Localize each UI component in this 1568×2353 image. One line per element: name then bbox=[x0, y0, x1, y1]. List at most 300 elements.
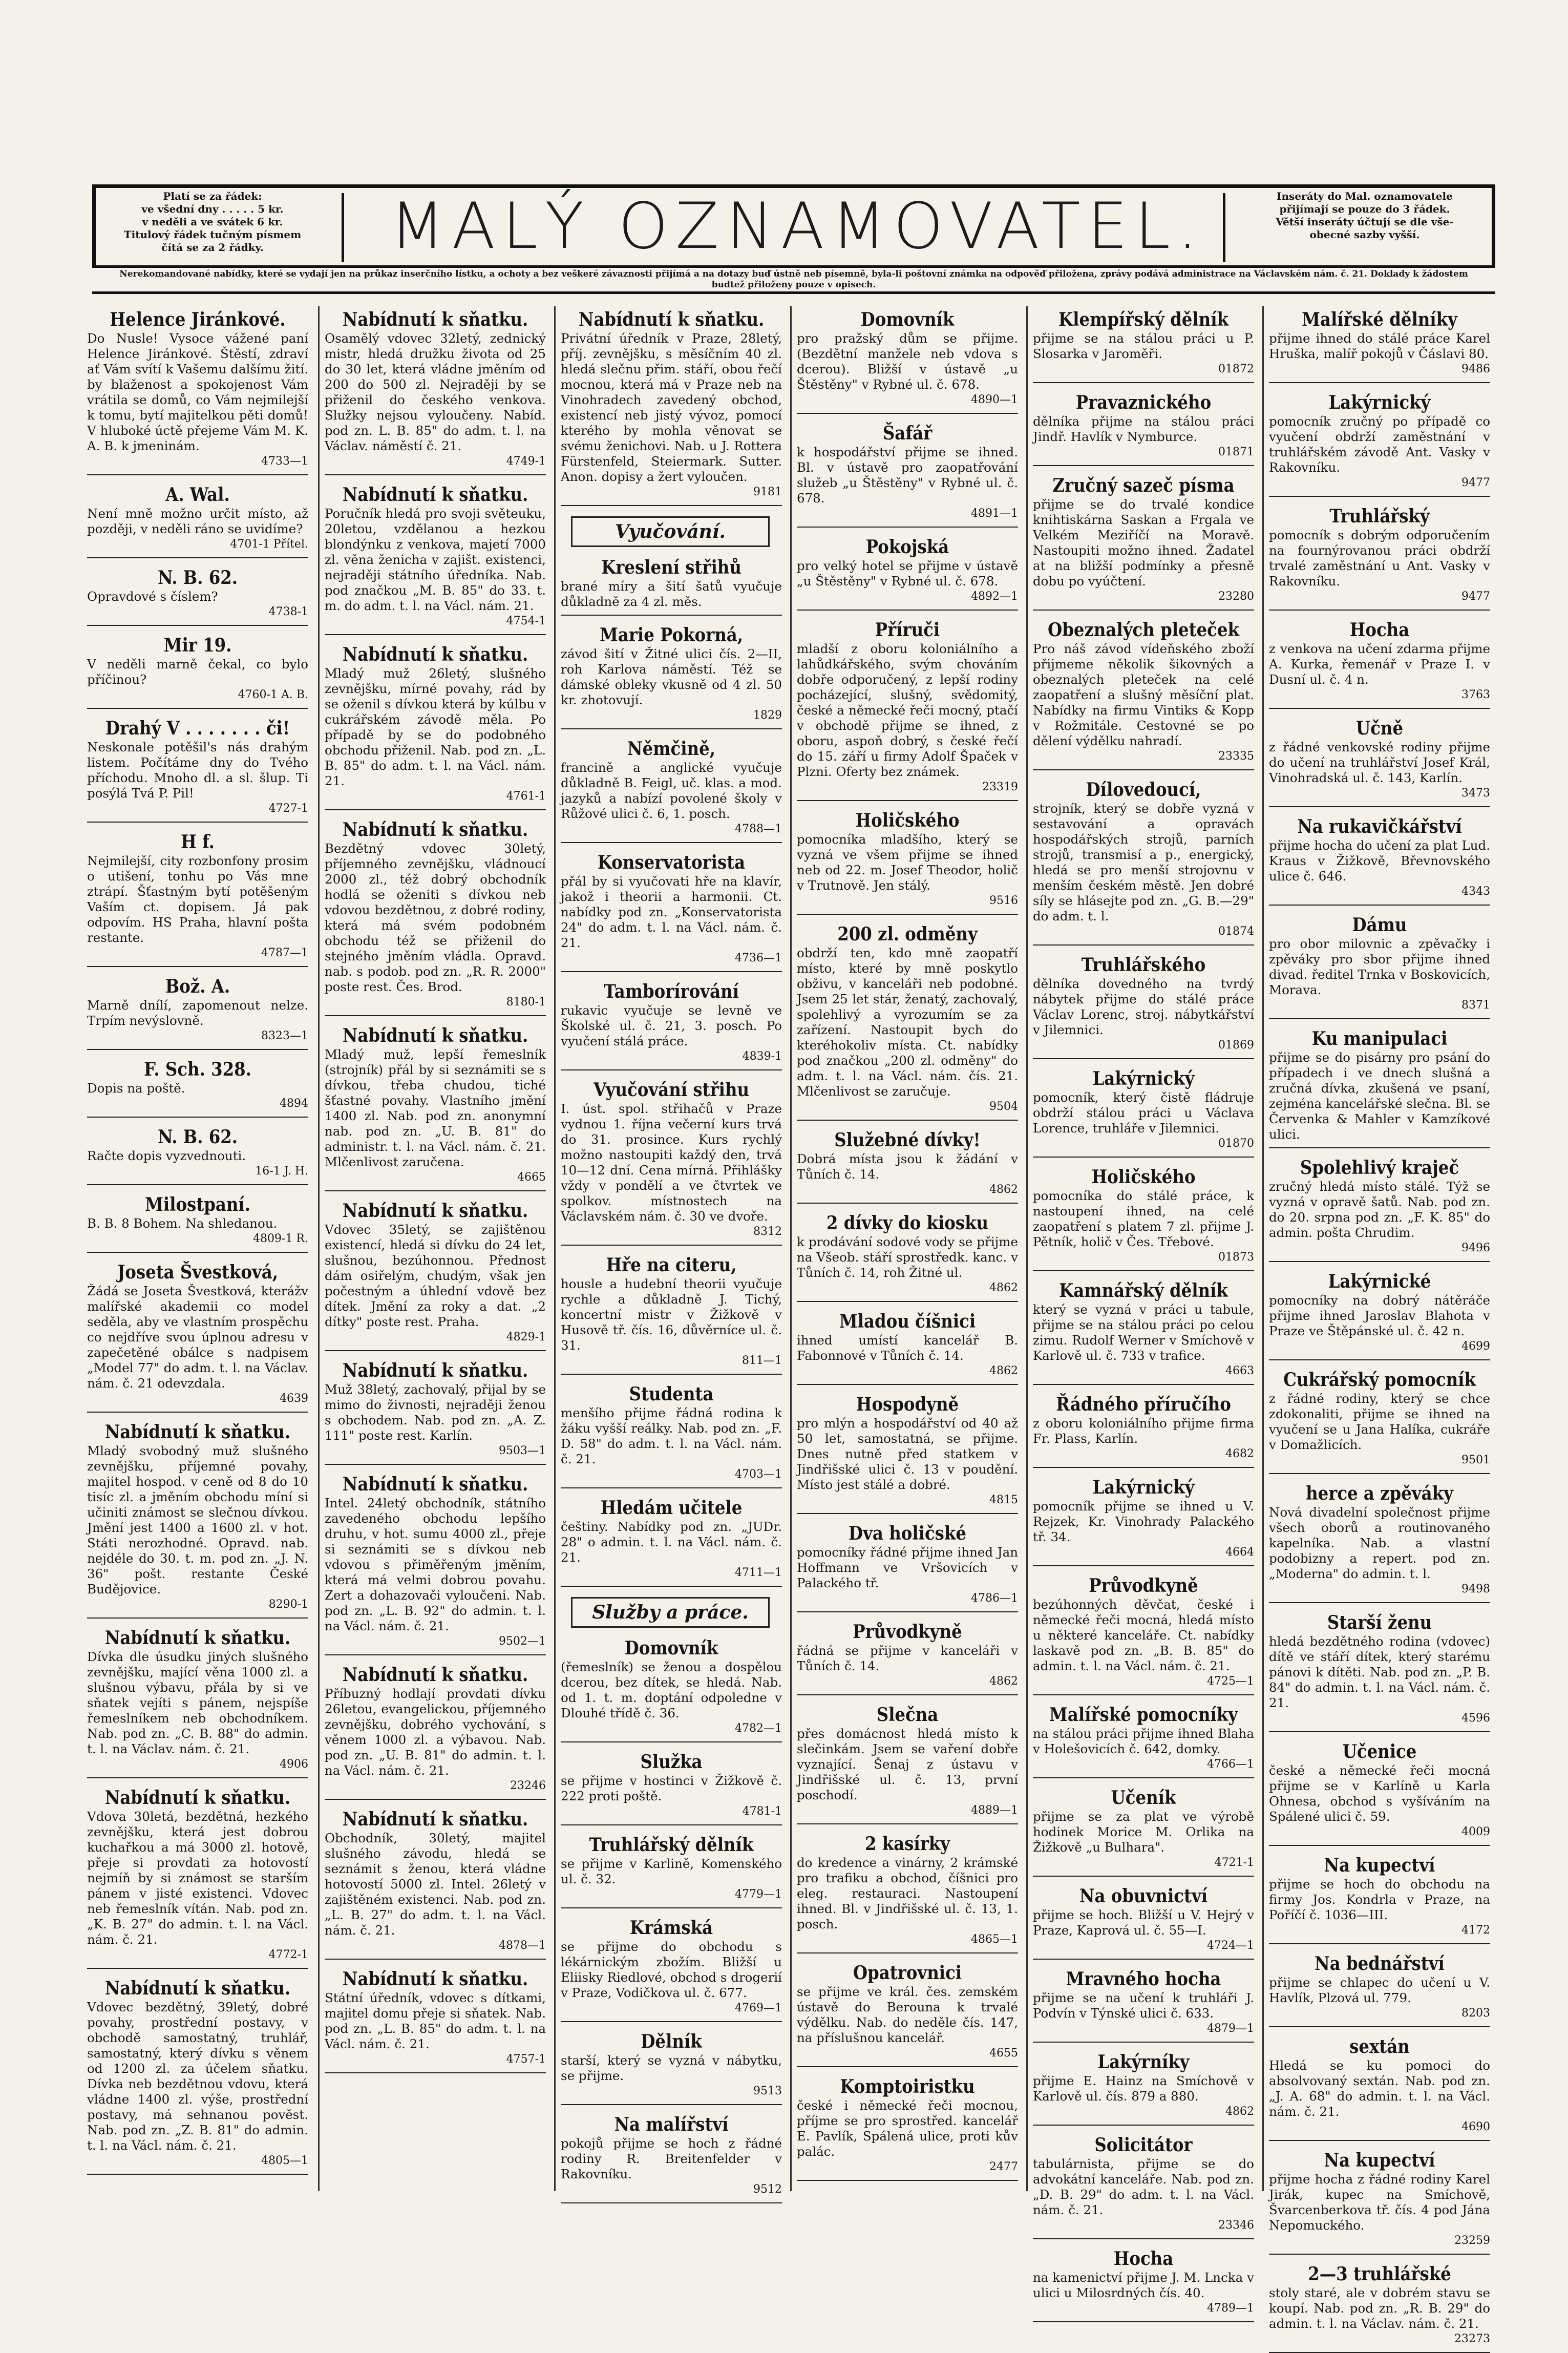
ad-divider bbox=[325, 474, 546, 475]
ad-divider bbox=[1269, 610, 1490, 611]
classified-ad bbox=[561, 2031, 782, 2105]
ad-code: 9477 bbox=[1461, 590, 1490, 603]
ad-text: přijme se na učení k truhláři J. Podvín v Týnské ulici č. 633. bbox=[1033, 1990, 1254, 2021]
ad-text: k hospodářství přijme se ihned. Bl. v ústavě pro zaopatřování služeb „u Štěstěny" v Rybné ul. č. 678. bbox=[797, 445, 1018, 506]
ad-code: 23280 bbox=[1218, 590, 1254, 603]
ad-title: Lakýrnický bbox=[1328, 392, 1431, 413]
ad-code: 01872 bbox=[1218, 363, 1254, 375]
classified-ad bbox=[87, 1788, 308, 1969]
ad-code: 4596 bbox=[1461, 1712, 1490, 1725]
ad-text: Do Nusle! Vysoce vážené paní Helence Jiránkové. Štěstí, zdraví ať Vám svítí k Vašemu dalšímu žití. by blaženost a spokojenost Vám vrátila se domů, co Vám nejmilejší k tomu, bytí majitelkou pěti domů! V hluboké úctě přejeme Vám M. K. A. B. k jmeninám. bbox=[87, 331, 308, 453]
ad-divider bbox=[1033, 769, 1254, 770]
ad-title: Nabídnutí k sňatku. bbox=[342, 1474, 528, 1495]
ad-title: Lakýrnický bbox=[1092, 1477, 1195, 1498]
ad-text: češtiny. Nabídky pod zn. „JUDr. 28" o admin. t. l. na Václ. nám. č. 21. bbox=[561, 1519, 782, 1565]
ad-text: Dobrá místa jsou k žádání v Tůních č. 14. bbox=[797, 1151, 1018, 1182]
classified-ad bbox=[87, 1194, 308, 1253]
classified-ad bbox=[1269, 2264, 1490, 2353]
ad-divider bbox=[87, 1117, 308, 1118]
ad-divider bbox=[561, 1824, 782, 1825]
ad-title: Dílovedoucí, bbox=[1086, 779, 1201, 801]
classified-ad bbox=[1269, 1370, 1490, 1474]
ad-code: 4789—1 bbox=[1207, 2302, 1254, 2315]
masthead bbox=[92, 184, 1495, 266]
ad-code: 4738-1 bbox=[268, 605, 308, 618]
ad-text: přes domácnost hledá místo k slečinkám. Jsem se vaření dobře vyznající. Šenaj z ústavu v Jindřišské ul. č. 13, první poschodí. bbox=[797, 1726, 1018, 1802]
ad-text: přijme ihned do stálé práce Karel Hruška, malíř pokojů v Čáslavi 80. bbox=[1269, 331, 1490, 361]
ad-column bbox=[554, 306, 785, 2196]
ad-divider bbox=[797, 2180, 1018, 2181]
ad-divider bbox=[561, 2202, 782, 2203]
classified-ad bbox=[1033, 1394, 1254, 1468]
classified-ad bbox=[87, 832, 308, 967]
ad-divider bbox=[1033, 1270, 1254, 1271]
classified-ad bbox=[797, 1311, 1018, 1385]
classified-ad bbox=[561, 557, 782, 616]
ad-text: starší, který se vyzná v nábytku, se přijme. bbox=[561, 2053, 782, 2083]
pricing-line: v neděli a ve svátek 6 kr. bbox=[142, 216, 283, 228]
ad-title: Lakýrnický bbox=[1092, 1068, 1195, 1089]
ad-text: přijme se na stálou práci u P. Slosarka v Jaroměři. bbox=[1033, 331, 1254, 361]
classified-ad bbox=[797, 620, 1018, 801]
ad-text: pomocníka mladšího, který se vyzná ve všem přijme se ihned neb od 22. m. Josef Theodor, holič v Trutnově. Jen stálý. bbox=[797, 832, 1018, 893]
ad-column bbox=[790, 306, 1021, 2191]
classified-ad bbox=[87, 1262, 308, 1413]
ad-title: Průvodkyně bbox=[853, 1621, 962, 1643]
classified-ad bbox=[1269, 1612, 1490, 1732]
ad-divider bbox=[1269, 1359, 1490, 1360]
ad-divider bbox=[1033, 1058, 1254, 1059]
ad-text: Bezdětný vdovec 30letý, příjemného zevnějšku, vládnoucí 2000 zl., též dobrý obchodník hodlá se oženiti s dívkou neb vdovou bezdětnou, z dobré rodiny, která má svém podobném obchodu též se přiženil do stejného jměním vládla. Opravd. nab. s podob. pod zn. „R. R. 2000" poste rest. Čes. Brod. bbox=[325, 841, 546, 994]
classified-ad bbox=[1033, 309, 1254, 383]
ad-title: Nabídnutí k sňatku. bbox=[342, 1809, 528, 1830]
ad-code: 4639 bbox=[280, 1392, 308, 1405]
ad-text: řádná se přijme v kanceláři v Tůních č. 14. bbox=[797, 1643, 1018, 1673]
classified-ad bbox=[1033, 1477, 1254, 1566]
ad-title: N. B. 62. bbox=[157, 567, 238, 589]
ad-text: Žádá se Joseta Švestková, kterážv malířské akademii co model seděla, aby ve vlastním prospěchu co nejdříve svou úplnou adresu v zapečetěné obálce s nadpisem „Model 77" do adm. t. l. na Václav. nám. č. 21 odevzdala. bbox=[87, 1284, 308, 1391]
ad-title: N. B. 62. bbox=[157, 1126, 238, 1148]
ad-text: přijme se do pisárny pro psání do případech i ve dnech slušná a zručná dívka, zkušená ve psaní, zejména kancelářské slečna. Bl. se Červenka & Mahler v Kamzíkové ulici. bbox=[1269, 1050, 1490, 1142]
ad-code: 4787—1 bbox=[261, 947, 308, 959]
ad-divider bbox=[1269, 2254, 1490, 2255]
ad-title: Marie Pokorná, bbox=[599, 624, 744, 646]
ad-code: 4779—1 bbox=[735, 1888, 782, 1901]
ad-code: 4749-1 bbox=[506, 455, 546, 468]
ad-title: Joseta Švestková, bbox=[117, 1262, 279, 1283]
ad-text: přijme se za plat ve výrobě hodinek Morice M. Orlika na Žižkově „u Bulhara". bbox=[1033, 1809, 1254, 1855]
ad-code: 4829-1 bbox=[506, 1331, 546, 1343]
classified-ad bbox=[797, 1523, 1018, 1612]
ad-title: Nabídnutí k sňatku. bbox=[104, 1421, 291, 1443]
ad-divider bbox=[797, 1301, 1018, 1302]
ad-text: pomocník přijme se ihned u V. Rejzek, Kr. Vinohrady Palackého tř. 34. bbox=[1033, 1499, 1254, 1544]
ad-title: Holičského bbox=[1091, 1166, 1196, 1188]
ad-column bbox=[1262, 306, 1493, 2345]
ad-divider bbox=[1269, 2026, 1490, 2027]
ad-title: Opatrovnici bbox=[853, 1962, 962, 1984]
ad-code: 4890—1 bbox=[971, 393, 1018, 406]
ad-divider bbox=[87, 1968, 308, 1969]
ad-title: Nabídnutí k sňatku. bbox=[342, 1664, 528, 1686]
ad-code: 4772-1 bbox=[268, 1948, 308, 1961]
classified-ad bbox=[561, 1080, 782, 1246]
ad-title: Tamborírování bbox=[604, 981, 739, 1002]
ad-title: Kreslení střihů bbox=[601, 557, 741, 578]
ad-text: pomocníka do stálé práce, k nastoupení ihned, na celé zaopatření s platem 7 zl. přijme J. Pětník, holič v Čes. Třebové. bbox=[1033, 1188, 1254, 1249]
ad-divider bbox=[87, 1412, 308, 1413]
ad-title: Na kupectví bbox=[1324, 1855, 1435, 1876]
ad-divider bbox=[1033, 2238, 1254, 2239]
ad-code: 4727-1 bbox=[268, 802, 308, 815]
ad-title: Komptoiristku bbox=[840, 2076, 975, 2097]
ad-divider bbox=[797, 914, 1018, 915]
ad-divider bbox=[325, 2072, 546, 2073]
ad-text: Poručník hledá pro svoji světeuku, 20letou, vzdělanou a hezkou blondýnku z venkova, majetí 7000 zl. věna ženicha v zajišt. existenci, nejraději státního úředníka. Nab. pod značkou „M. B. 85" do 33. t. m. do adm. t. l. na Václ. nám. 21. bbox=[325, 506, 546, 613]
ad-divider bbox=[325, 809, 546, 810]
rules-line: Větší inseráty účtují se dle vše- bbox=[1276, 216, 1454, 228]
ad-code: 2477 bbox=[989, 2160, 1018, 2173]
ad-code: 01874 bbox=[1218, 925, 1254, 938]
ad-text: hledá bezdětného rodina (vdovec) dítě ve stáří dítek, který starému pánovi k dítěti. Nab. pod zn. „P. B. 84" do admin. t. l. na Václ. nám. č. 21. bbox=[1269, 1634, 1490, 1710]
ad-divider bbox=[561, 1741, 782, 1742]
ad-text: tabulárnista, přijme se do advokátní kanceláře. Nab. pod zn. „D. B. 29" do adm. t. l. na Václ. nám. č. 21. bbox=[1033, 2156, 1254, 2217]
classified-ad bbox=[325, 1025, 546, 1191]
ad-text: obdrží ten, kdo mně zaopatří místo, které by mně poskytlo obživu, v kanceláři neb podobné. Jsem 25 let stár, ženatý, zachovalý, spolehlivý a vyrozumím se za zařízení. Nastoupit bych do kteréhokoliv místa. Ct. nabídky pod značkou „200 zl. odměny" do adm. t. l. na Václ. nám. čís. 21. Mlčenlivost se zaručuje. bbox=[797, 946, 1018, 1099]
ad-divider bbox=[561, 1069, 782, 1070]
classified-ad bbox=[325, 1360, 546, 1465]
ad-text: pomocník, který čistě fládruje obdrží stálou práci u Václava Lorence, truhláře v Jilemnici. bbox=[1033, 1090, 1254, 1136]
ad-title: Nabídnutí k sňatku. bbox=[104, 1978, 291, 1999]
ad-divider bbox=[561, 728, 782, 729]
ad-title: Obeznalých pleteček bbox=[1048, 619, 1239, 641]
ad-divider bbox=[87, 708, 308, 709]
ad-divider bbox=[1033, 1694, 1254, 1695]
ad-divider bbox=[797, 1611, 1018, 1612]
ad-code: 4721-1 bbox=[1214, 1856, 1254, 1869]
ad-text: mladší z oboru koloniálního a lahůdkářského, svým chováním dobře odporučený, z lepší rodiny pocházející, slušný, svědomitý, české a německé řeči mocný, ptačí v obchodě přijme se ihned, z oboru, aspoň dobrý, s české řečí do 15. září u firmy Adolf Špaček v Plzni. Oferty bez známek. bbox=[797, 641, 1018, 779]
classified-ad bbox=[797, 1622, 1018, 1695]
ad-text: brané míry a šití šatů vyučuje důkladně za 4 zl. měs. bbox=[561, 579, 782, 609]
ad-text: Privátní úředník v Praze, 28letý, příj. zevnějšku, s měsíčním 40 zl. hledá slečnu přim. stáří, obou řečí mocnou, která má v Praze neb na Vinohradech zavedený obchod, existencí neb jistý vývoz, pomocí kterého by mohla věnovat se svému ženichovi. Nab. u J. Rottera Fürstenfeld, Steiermark. Sutter. Anon. dopisy a žert vyloučen. bbox=[561, 331, 782, 484]
classified-ad bbox=[87, 976, 308, 1050]
ad-code: 9477 bbox=[1461, 476, 1490, 489]
classified-ad bbox=[797, 537, 1018, 611]
ad-title: Pravaznického bbox=[1075, 392, 1212, 413]
ad-divider bbox=[561, 1907, 782, 1908]
ad-title: Cukrářský pomocník bbox=[1283, 1369, 1476, 1391]
classified-ad bbox=[797, 1834, 1018, 1953]
ad-title: Slečna bbox=[876, 1704, 939, 1726]
ad-code: 4865—1 bbox=[971, 1933, 1018, 1946]
ad-divider bbox=[1269, 1147, 1490, 1148]
pricing-line: čítá se za 2 řádky. bbox=[161, 241, 264, 254]
ad-code: 4805—1 bbox=[261, 2154, 308, 2167]
ad-divider bbox=[797, 1513, 1018, 1514]
pricing-box bbox=[100, 190, 325, 262]
classified-ad bbox=[325, 485, 546, 635]
ad-divider bbox=[87, 1777, 308, 1778]
ad-divider bbox=[797, 1120, 1018, 1121]
ad-divider bbox=[561, 1245, 782, 1246]
ad-text: pomocník s dobrým odporučením na fournýrovanou práci obdrží trvalé zaměstnání u Ant. Vasky v Rakovníku. bbox=[1269, 528, 1490, 589]
ad-code: 01871 bbox=[1218, 446, 1254, 458]
notice-bar: Nerekomandované nabídky, které se vydají jen na průkaz inserčního lístku, a ochoty a bez veškeré závaznosti přijímá a na dotazy buď ústně neb písemně, byla-li poštovní známka na odpověď přiložena, zprávy podává administrace na Václavském nám. č. 21. Doklady k žádostem budtež přiloženy pouze v opisech. bbox=[92, 265, 1495, 294]
ad-title: Drahý V . . . . . . . či! bbox=[105, 718, 290, 739]
ad-divider bbox=[1033, 1384, 1254, 1385]
classified-ad bbox=[1269, 1271, 1490, 1360]
ad-divider bbox=[1033, 1467, 1254, 1468]
ad-code: 4788—1 bbox=[735, 823, 782, 835]
ad-title: 200 zl. odměny bbox=[837, 923, 978, 945]
ad-title: Domovník bbox=[860, 309, 955, 330]
ad-code: 3763 bbox=[1461, 688, 1490, 701]
page-title: MALÝ OZNAMOVATEL. bbox=[390, 190, 1205, 263]
ad-title: herce a zpěváky bbox=[1306, 1483, 1453, 1504]
ad-title: Kamnářský dělník bbox=[1059, 1280, 1228, 1301]
ad-title: Nabídnutí k sňatku. bbox=[342, 309, 528, 330]
classified-ad bbox=[1033, 1788, 1254, 1877]
classified-ad bbox=[1033, 2135, 1254, 2239]
ad-divider bbox=[325, 1015, 546, 1016]
ad-text: Muž 38letý, zachovalý, přijal by se mimo do živnosti, nejraději ženou s obchodem. Nab. pod zn. „A. Z. 111" poste rest. Karlín. bbox=[325, 1382, 546, 1443]
classified-ad bbox=[797, 924, 1018, 1121]
ad-divider bbox=[87, 966, 308, 967]
ad-divider bbox=[1033, 2125, 1254, 2126]
ad-text: Nejmilejší, city rozbonfony prosim o utišení, tonhu po Vás mne ztrápí. Šťastným bytí potěšeným Vaším ct. dopisem. Já pak odpovím. HS Praha, hlavní pošta restante. bbox=[87, 853, 308, 945]
ad-text: české i německé řeči mocnou, příjme se pro sprostřed. kancelář E. Pavlík, Spálená ulice, proti kův palác. bbox=[797, 2098, 1018, 2159]
classified-ad bbox=[561, 625, 782, 729]
classified-ad bbox=[1033, 1167, 1254, 1271]
ad-code: 8203 bbox=[1461, 2007, 1490, 2020]
ad-code: 9504 bbox=[989, 1100, 1018, 1113]
ad-text: Obchodník, 30letý, majitel slušného závodu, hledá se seznámit s ženou, která vládne hotovostí 5000 zl. Intel. 26letý v zajištěném existenci. Nab. pod zn. „L. B. 27" do adm. t. l. na Václ. nám. č. 21. bbox=[325, 1831, 546, 1938]
ad-title: Klempířský dělník bbox=[1058, 309, 1228, 330]
ad-code: 4879—1 bbox=[1207, 2022, 1254, 2035]
ad-code: 9501 bbox=[1461, 1454, 1490, 1466]
classified-ad bbox=[1033, 2249, 1254, 2322]
ad-code: 4862 bbox=[989, 1183, 1018, 1196]
ad-code: 811—1 bbox=[742, 1354, 782, 1367]
ad-code: 4782—1 bbox=[735, 1722, 782, 1735]
ad-text: z oboru koloniálního přijme firma Fr. Plass, Karlín. bbox=[1033, 1416, 1254, 1446]
classified-ad bbox=[1269, 1741, 1490, 1846]
ad-code: 23319 bbox=[982, 781, 1018, 793]
ad-title: Holičského bbox=[855, 810, 960, 831]
ad-code: 23335 bbox=[1218, 750, 1254, 763]
ad-title: Nabídnutí k sňatku. bbox=[342, 1025, 528, 1046]
masthead-divider bbox=[342, 193, 344, 262]
ad-text: pro velký hotel se přijme v ústavě „u Štěstěny" v Rybné ul. č. 678. bbox=[797, 558, 1018, 589]
ad-divider bbox=[797, 1384, 1018, 1385]
ad-title: Hocha bbox=[1113, 2248, 1174, 2270]
ad-code: 9181 bbox=[753, 486, 782, 498]
ad-title: Mir 19. bbox=[163, 635, 232, 656]
ad-title: Nabídnutí k sňatku. bbox=[342, 644, 528, 665]
ad-code: 8290-1 bbox=[268, 1598, 308, 1611]
ad-text: Neskonale potěšil's nás drahým listem. Počítáme dny do Tvého příchodu. Mnoho dl. a sl. šlup. Ti posýlá Tvá P. Pil! bbox=[87, 740, 308, 801]
classified-ad bbox=[1269, 1855, 1490, 1944]
ad-text: k prodávání sodové vody se přijme na Všeob. stáří sprostředk. kanc. v Tůních č. 14, roh Žitné ul. bbox=[797, 1234, 1018, 1280]
ad-title: Nabídnutí k sňatku. bbox=[104, 1787, 291, 1809]
classified-ad bbox=[561, 1255, 782, 1375]
ad-divider bbox=[325, 1959, 546, 1960]
classified-ad bbox=[1269, 915, 1490, 1019]
ad-code: 4894 bbox=[280, 1097, 308, 1110]
classified-ad bbox=[87, 1978, 308, 2175]
classified-ad bbox=[797, 1705, 1018, 1824]
ad-title: Učenice bbox=[1342, 1741, 1417, 1762]
classified-ad bbox=[87, 1422, 308, 1619]
ad-divider bbox=[561, 615, 782, 616]
section-heading: Služby a práce. bbox=[571, 1597, 770, 1628]
ad-title: Průvodkyně bbox=[1089, 1575, 1198, 1596]
classified-ad bbox=[87, 718, 308, 823]
ad-code: 8371 bbox=[1461, 999, 1490, 1012]
ad-code: 4809-1 R. bbox=[253, 1232, 308, 1245]
ad-text: Osamělý vdovec 32letý, zednický mistr, hledá družku života od 25 do 30 let, která vládne jměním od 200 do 500 zl. Nejraději by se přiženil do českého venkova. Služky nejsou vyloučeny. Nabíd. pod zn. L. B. 85" do adm. t. l. na Václav. náměstí č. 21. bbox=[325, 331, 546, 453]
ad-title: Starší ženu bbox=[1327, 1612, 1432, 1633]
classified-ad bbox=[1033, 1575, 1254, 1695]
classified-ad bbox=[561, 739, 782, 843]
ad-text: Dopis na poště. bbox=[87, 1081, 185, 1096]
ad-text: pomocník zručný po případě co vyučení obdrží zaměstnání v truhlářském závodě Ant. Vasky v Rakovníku. bbox=[1269, 414, 1490, 475]
classified-ad bbox=[797, 810, 1018, 915]
classified-ad bbox=[797, 423, 1018, 528]
ad-text: I. úst. spol. střihačů v Praze vydnou 1. října večerní kurs trvá do 31. prosince. Kurs rychlý možno nastoupiti každý den, trvá 10—12 dní. Cena mírná. Přihlášky vždy v pondělí a ve čtvrtek ve spolkov. místnostech na Václavském nám. č. 30 ve dvoře. bbox=[561, 1101, 782, 1224]
insertion-rules-box bbox=[1242, 190, 1488, 262]
ad-text: bezúhonných děvčat, české i německé řeči mocná, hledá místo u některé kanceláře. Ct. nabídky laskavě pod zn. „B. B. 85" do admin. t. l. na Václ. nám. č. 21. bbox=[1033, 1597, 1254, 1673]
ad-text: strojník, který se dobře vyzná v sestavování a opravách hospodářských strojů, parních strojů, transmisí a p., energický, hledá se pro menší strojovnu v menším českém městě. Jen dobré síly se hlásejte pod zn. „G. B.—29" do adm. t. l. bbox=[1033, 801, 1254, 923]
ad-text: Vdovec bezdětný, 39letý, dobré povahy, prostřední postavy, v obchodě samostatný, truhlář, samostatný, který dívku s věnem od 1200 zl. za účelem sňatku. Dívka neb bezdětnou vdovu, která vládne 1400 zl. výše, prostřední postavy, má sehnanou pověst. Nab. pod zn. „Z. B. 81" do admin. t. l. na Václ. nám. č. 21. bbox=[87, 2000, 308, 2153]
ad-code: 3473 bbox=[1461, 787, 1490, 800]
ad-code: 8180-1 bbox=[506, 996, 546, 1009]
ad-text: z venkova na učení zdarma přijme A. Kurka, řemenář v Praze I. v Dusní ul. č. 4 n. bbox=[1269, 641, 1490, 687]
ad-text: Mladý svobodný muž slušného zevnějšku, příjemné povahy, majitel hospod. v ceně od 8 do 10 tisíc zl. a jměním obchodu míní si učiniti známost se slečnou dívkou. Jmění jest 1400 a 1600 zl. v hot. Státi nerozhodné. Opravd. nab. nejdéle do 30. t. m. pod zn. „J. N. 36" pošt. restante České Budějovice. bbox=[87, 1443, 308, 1596]
ad-divider bbox=[325, 1190, 546, 1191]
ad-text: z řádné rodiny, který se chce zdokonaliti, přijme se ihned na vyučení se u Jana Halíka, cukráře v Domažlicích. bbox=[1269, 1391, 1490, 1452]
ad-divider bbox=[797, 1694, 1018, 1695]
ad-text: do kredence a vinárny, 2 krámské pro trafiku a obchod, číšnici pro eleg. restauraci. Nastoupení ihned. Bl. v Jindřišské ul. č. 13, 1. posch. bbox=[797, 1855, 1018, 1931]
ad-text: zručný hledá místo stálé. Týž se vyzná v opravě šatů. Nab. pod zn. do 20. srpna pod zn. „F. K. 85" do admin. pošta Chrudim. bbox=[1269, 1179, 1490, 1240]
ad-text: přál by si vyučovati hře na klavír, jakož i theorii a harmonii. Ct. nabídky pod zn. „Konservatorista 24" do adm. t. l. na Václ. nám. č. 21. bbox=[561, 874, 782, 950]
ad-code: 4906 bbox=[280, 1758, 308, 1771]
ad-text: se přijme ve král. čes. zemském ústavě do Berouna k trvalé výdělku. Nab. do neděle čís. 147, na příslušnou kancelář. bbox=[797, 1984, 1018, 2045]
ad-title: Zručný sazeč písma bbox=[1052, 475, 1235, 496]
ad-divider bbox=[325, 634, 546, 635]
ad-text: francině a anglické vyučuje důkladně B. Feigl, uč. klas. a mod. jazyků a nabízí povolené školy v Růžové ulici č. 6, 1. posch. bbox=[561, 760, 782, 821]
ad-divider bbox=[1269, 1845, 1490, 1846]
ad-code: 4769—1 bbox=[735, 2002, 782, 2014]
ad-code: 9486 bbox=[1461, 363, 1490, 375]
ad-title: Helence Jiránkové. bbox=[110, 309, 286, 330]
ad-code: 9512 bbox=[753, 2183, 782, 2196]
ad-divider bbox=[87, 1184, 308, 1185]
ad-text: přijme se chlapec do učení u V. Havlík, Plzová ul. 779. bbox=[1269, 1975, 1490, 2005]
classified-ad bbox=[561, 309, 782, 506]
ad-divider bbox=[87, 2174, 308, 2175]
ad-title: Služebné dívky! bbox=[834, 1129, 981, 1151]
ad-title: Malířské pomocníky bbox=[1049, 1704, 1238, 1726]
ad-divider bbox=[797, 1952, 1018, 1953]
ad-title: Němčině, bbox=[627, 738, 715, 760]
ad-divider bbox=[1033, 1157, 1254, 1158]
classified-ad bbox=[87, 635, 308, 709]
classified-ad bbox=[325, 1969, 546, 2073]
ad-title: Ku manipulaci bbox=[1311, 1028, 1448, 1049]
ad-code: 1829 bbox=[753, 709, 782, 722]
ad-title: Nabídnutí k sňatku. bbox=[342, 1200, 528, 1222]
ad-text: menšího přijme řádná rodina k žáku vyšší reálky. Nab. pod zn. „F. D. 58" do adm. t. l. na Václ. nám. č. 21. bbox=[561, 1405, 782, 1466]
ad-code: 4665 bbox=[517, 1171, 546, 1184]
ad-text: přijme hocha z řádné rodiny Karel Jirák, kupec na Smíchově, Švarcenberkova tř. čís. 4 pod Jána Nepomuckého. bbox=[1269, 2172, 1490, 2233]
ad-text: pro mlýn a hospodářství od 40 až 50 let, samostatná, se přijme. Dnes nutně před statkem v Jindřišské ulici č. 13 v poudění. Místo jest stálé a dobré. bbox=[797, 1416, 1018, 1492]
classified-ad bbox=[797, 1394, 1018, 1514]
classified-ad bbox=[1033, 1068, 1254, 1158]
ad-divider bbox=[1033, 944, 1254, 946]
ad-title: F. Sch. 328. bbox=[144, 1059, 251, 1080]
ad-text: Marně dnílí, zapomenout nelze. Trpím nevýslovně. bbox=[87, 998, 308, 1028]
ad-code: 4725—1 bbox=[1207, 1675, 1254, 1688]
ad-divider bbox=[87, 1252, 308, 1253]
classified-ad bbox=[87, 485, 308, 558]
ad-title: Malířské dělníky bbox=[1302, 309, 1457, 330]
ad-title: Milostpaní. bbox=[144, 1194, 250, 1215]
ad-code: 9503—1 bbox=[499, 1444, 546, 1457]
ad-title: Hledám učitele bbox=[600, 1497, 743, 1519]
classified-ad bbox=[325, 1474, 546, 1655]
ad-divider bbox=[797, 527, 1018, 528]
ad-text: přijme E. Hainz na Smíchově v Karlově ul. čís. 879 a 880. bbox=[1033, 2073, 1254, 2104]
ad-title: Nabídnutí k sňatku. bbox=[578, 309, 765, 330]
classified-ad bbox=[87, 1059, 308, 1118]
section-heading: Vyučování. bbox=[571, 516, 770, 547]
ad-text: české a německé řeči mocná přijme se v Karlíně u Karla Ohnesa, obchod s vyšíváním na Spálené ulici č. 59. bbox=[1269, 1763, 1490, 1824]
ad-code: 9513 bbox=[753, 2085, 782, 2097]
ad-title: Nabídnutí k sňatku. bbox=[104, 1627, 291, 1649]
ad-text: pro obor milovnic a zpěvačky i zpěváky pro sbor přijme ihned divad. ředitel Trnka v Boskovicích, Morava. bbox=[1269, 936, 1490, 997]
classified-ad bbox=[1033, 392, 1254, 466]
ad-divider bbox=[87, 822, 308, 823]
classified-ad bbox=[1269, 2150, 1490, 2255]
classified-ad bbox=[1033, 1886, 1254, 1960]
classified-ad bbox=[561, 1918, 782, 2022]
ad-divider bbox=[1269, 1731, 1490, 1732]
classified-ad bbox=[561, 1835, 782, 1908]
ad-code: 16-1 J. H. bbox=[255, 1165, 308, 1178]
ad-divider bbox=[1033, 610, 1254, 611]
ad-divider bbox=[325, 1350, 546, 1351]
classified-ad bbox=[1269, 718, 1490, 807]
ad-text: Nová divadelní společnost přijme všech oborů a routinovaného kapelníka. Nab. a vlastní podobizny a repert. pod zn. „Moderna" do admin. t. l. bbox=[1269, 1505, 1490, 1581]
classified-ad bbox=[87, 1628, 308, 1778]
ad-title: Mladou číšnici bbox=[839, 1311, 976, 1332]
ad-code: 4781-1 bbox=[742, 1805, 782, 1818]
ad-title: Dělník bbox=[641, 2031, 702, 2052]
ad-title: Učeník bbox=[1111, 1787, 1176, 1809]
ad-divider bbox=[1269, 496, 1490, 497]
ad-title: Solicitátor bbox=[1094, 2134, 1193, 2156]
ad-code: 01873 bbox=[1218, 1251, 1254, 1264]
ad-code: 4009 bbox=[1461, 1825, 1490, 1838]
ad-title: Na obuvnictví bbox=[1079, 1885, 1208, 1907]
ad-divider bbox=[325, 1654, 546, 1655]
ad-title: Hocha bbox=[1349, 619, 1410, 641]
ad-divider bbox=[1269, 1018, 1490, 1019]
classified-ad bbox=[325, 309, 546, 475]
ad-divider bbox=[1269, 806, 1490, 807]
ad-title: 2—3 truhlářské bbox=[1308, 2263, 1451, 2285]
